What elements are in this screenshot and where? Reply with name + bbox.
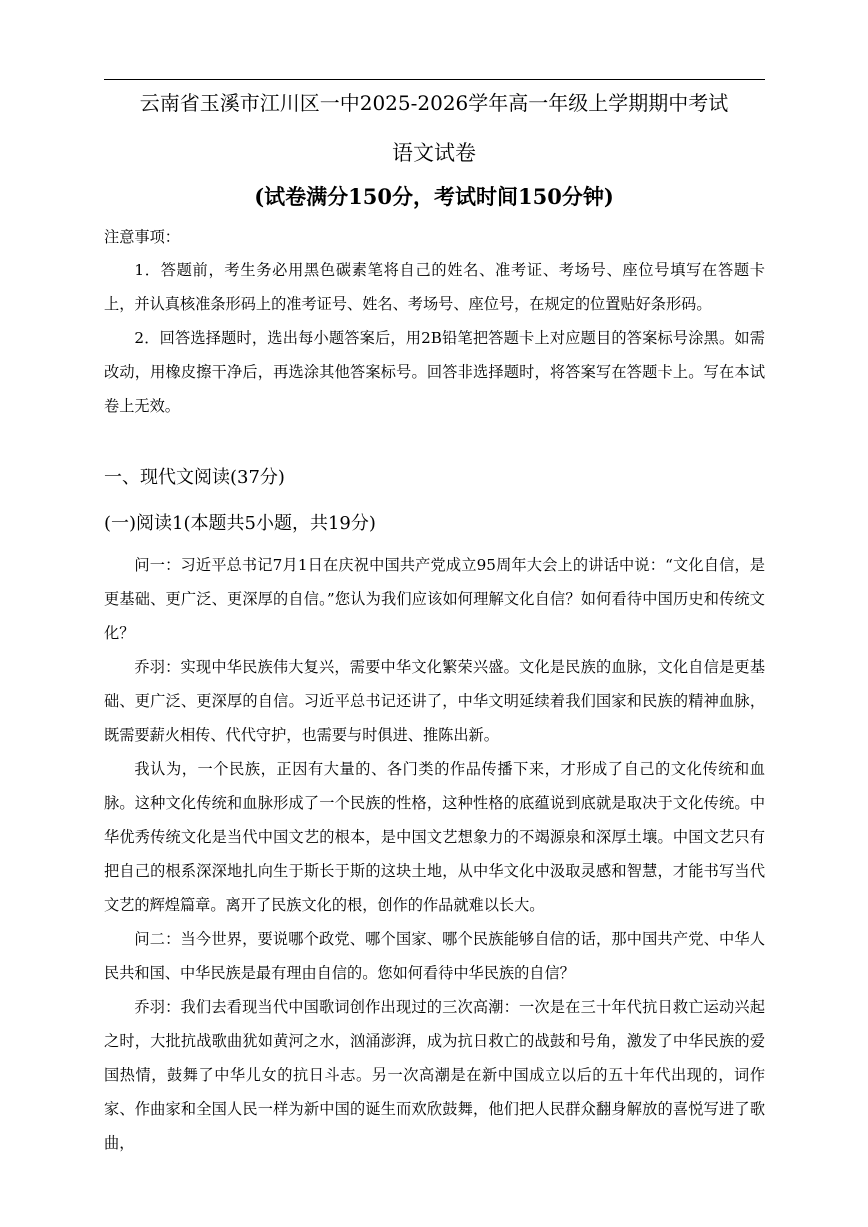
notice-item: 2．回答选择题时，选出每小题答案后，用2B铅笔把答题卡上对应题目的答案标号涂黑。如需改动，用橡皮擦干净后，再选涂其他答案标号。回答非选择题时，将答案写在答题卡上。写在本试卷上无效。 [104,329,765,415]
section-subheading: (一)阅读1(本题共5小题，共19分) [104,513,376,534]
notice-item: 1．答题前，考生务必用黑色碳素笔将自己的姓名、准考证、考场号、座位号填写在答题卡上，并认真核准条形码上的准考证号、姓名、考场号、座位号，在规定的位置贴好条形码。 [104,261,765,313]
exam-title: 云南省玉溪市江川区一中2025-2026学年高一年级上学期期中考试 [139,91,729,115]
subject-title: 语文试卷 [392,141,476,165]
section-heading: 一、现代文阅读(37分) [104,467,285,488]
passage-paragraph: 问二：当今世界，要说哪个政党、哪个国家、哪个民族能够自信的话，那中国共产党、中华人民共和国、中华民族是最有理由自信的。您如何看待中华民族的自信？ [104,930,765,982]
exam-info: (试卷满分150分，考试时间150分钟) [254,184,614,209]
header-rule [104,79,765,80]
notice-label: 注意事项： [104,228,180,246]
passage-paragraph: 乔羽：我们去看现当代中国歌词创作出现过的三次高潮：一次是在三十年代抗日救亡运动兴起之时，大批抗战歌曲犹如黄河之水，汹涌澎湃，成为抗日救亡的战鼓和号角，激发了中华民族的爱国热情，鼓舞了中华儿女的抗日斗志。另一次高潮是在新中国成立以后的五十年代出现的，词作家、作曲家和全国人民一样为新中国的诞生而欢欣鼓舞，他们把人民群众翻身解放的喜悦写进了歌曲， [104,998,765,1152]
passage-paragraph: 问一：习近平总书记7月1日在庆祝中国共产党成立95周年大会上的讲话中说：“文化自信，是更基础、更广泛、更深厚的自信。”您认为我们应该如何理解文化自信？如何看待中国历史和传统文化？ [104,556,765,642]
passage-paragraph: 乔羽：实现中华民族伟大复兴，需要中华文化繁荣兴盛。文化是民族的血脉，文化自信是更基础、更广泛、更深厚的自信。习近平总书记还讲了，中华文明延续着我们国家和民族的精神血脉，既需要薪火相传、代代守护，也需要与时俱进、推陈出新。 [104,658,765,744]
reading-passage [104,548,765,1160]
passage-paragraph: 我认为，一个民族，正因有大量的、各门类的作品传播下来，才形成了自己的文化传统和血脉。这种文化传统和血脉形成了一个民族的性格，这种性格的底蕴说到底就是取决于文化传统。中华优秀传统文化是当代中国文艺的根本，是中国文艺想象力的不竭源泉和深厚土壤。中国文艺只有把自己的根系深深地扎向生于斯长于斯的这块土地，从中华文化中汲取灵感和智慧，才能书写当代文艺的辉煌篇章。离开了民族文化的根，创作的作品就难以长大。 [104,760,765,914]
notice-list [104,253,765,423]
